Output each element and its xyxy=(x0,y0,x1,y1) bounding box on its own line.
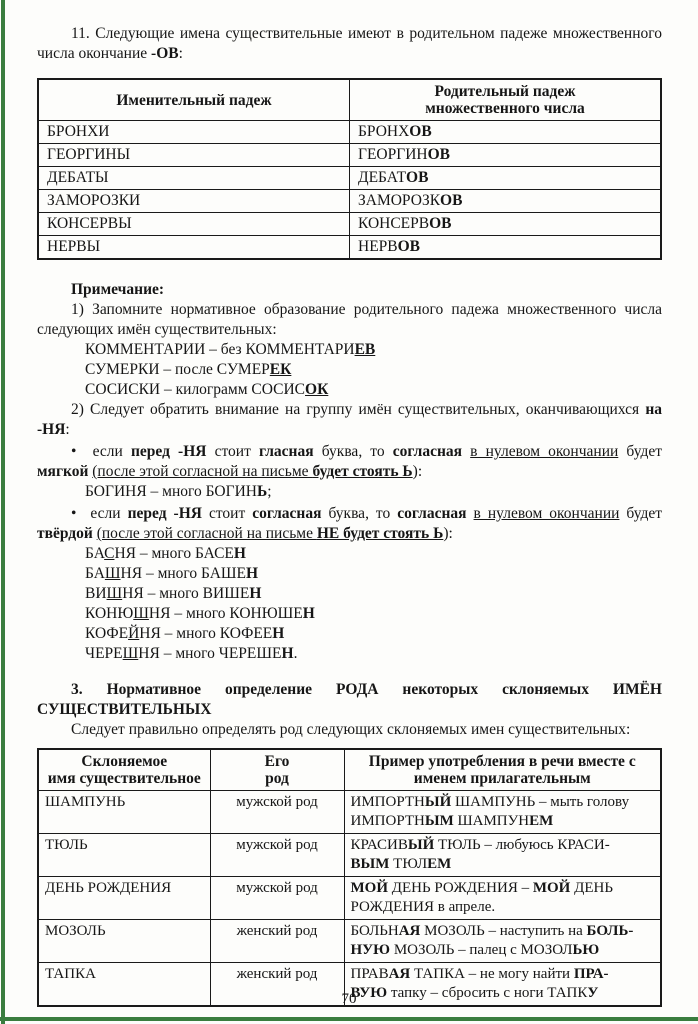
section-3-heading xyxy=(37,680,662,720)
text-run: С xyxy=(104,545,115,562)
table-cell xyxy=(344,877,661,920)
text-run: Ш xyxy=(133,605,149,622)
text-run: стоит xyxy=(206,443,259,460)
text-run: тапку – сбросить с ноги ТАПК xyxy=(387,985,588,1001)
table-cell xyxy=(210,920,344,963)
text-run: ЕВ xyxy=(354,341,376,358)
table-header xyxy=(38,749,661,791)
note-examples-1 xyxy=(85,340,662,400)
text-run: Й xyxy=(128,625,140,642)
text-run: будет xyxy=(618,443,663,460)
text-run: ГЕОРГИНЫ xyxy=(47,146,131,163)
table-row xyxy=(38,877,661,920)
text-run: АЯ xyxy=(388,966,411,982)
text-run: НЕРВ xyxy=(358,238,398,255)
text-run: ОВ xyxy=(406,169,429,186)
example-line xyxy=(85,380,662,400)
text-run: : xyxy=(65,421,70,438)
text-run: ИМПОРТН xyxy=(350,813,425,829)
table-cell xyxy=(344,834,661,877)
text-run: ЬЮ xyxy=(572,942,600,958)
text-run xyxy=(462,443,470,460)
text-run: ДЕБАТ xyxy=(358,169,407,186)
table-cell xyxy=(350,144,662,167)
text-run: • если xyxy=(71,443,131,460)
section-3-paragraph xyxy=(37,720,662,740)
table-cell xyxy=(38,167,350,190)
paragraph-11 xyxy=(37,24,662,64)
table-cell xyxy=(350,236,662,260)
text-run: имя существительное xyxy=(47,770,201,787)
text-run: ДЕНЬ РОЖДЕНИЯ – xyxy=(388,880,533,896)
text-run: 2) Следует обратить внимание на группу имён существительных, оканчивающихся xyxy=(71,401,646,418)
table-cell xyxy=(38,920,210,963)
text-run: перед -НЯ xyxy=(127,505,202,522)
header-declinable-noun xyxy=(38,749,210,791)
page-number: 70 xyxy=(341,991,357,1007)
text-run: ЫЙ xyxy=(407,837,435,853)
text-run: НЯ – много БАСЕ xyxy=(114,545,234,562)
text-run: множественного числа xyxy=(425,100,585,117)
text-run: ЕК xyxy=(269,361,292,378)
table-header xyxy=(38,79,661,121)
text-run: ЗАМОРОЗК xyxy=(358,192,441,209)
table-cell xyxy=(38,144,350,167)
note-item-1 xyxy=(37,300,662,340)
text-run: женский род xyxy=(236,923,318,939)
table-body xyxy=(38,791,661,1007)
text-run: будет стоять Ь xyxy=(312,463,413,480)
text-run: КРАСИВ xyxy=(350,837,408,853)
text-run: гласная xyxy=(258,443,314,460)
text-run: буква, то xyxy=(321,505,398,522)
table-body xyxy=(38,121,661,260)
text-run: ДЕНЬ РОЖДЕНИЯ xyxy=(45,880,172,896)
text-run: ОВ xyxy=(397,238,421,255)
text-run: именем прилагательным xyxy=(413,770,591,787)
text-run: Родительный падеж xyxy=(434,83,576,100)
text-run: БОЛЬ- xyxy=(586,923,634,939)
text-run: МОЗОЛЬ – наступить на xyxy=(420,923,587,939)
example-line xyxy=(85,644,662,664)
text-run: ЕМ xyxy=(529,813,554,829)
example-line xyxy=(85,482,662,502)
header-usage-example xyxy=(344,749,661,791)
text-run: НЯ – много БАШЕ xyxy=(120,565,247,582)
text-run: ПРАВ xyxy=(350,966,389,982)
example-line xyxy=(85,604,662,624)
text-run: • если xyxy=(71,505,128,522)
text-run: ЫЙ xyxy=(424,794,452,810)
text-run: НЕ будет стоять Ь xyxy=(316,525,444,542)
text-run: Ш xyxy=(106,585,123,602)
table-cell xyxy=(210,834,344,877)
text-run: Пример употребления в речи вместе с xyxy=(368,753,636,770)
text-run: ШАМПУНЬ – мыть голову xyxy=(451,794,630,810)
header-genitive-plural xyxy=(350,79,662,121)
text-run: ОВ xyxy=(429,215,452,232)
text-run: РОЖДЕНИЯ в апреле. xyxy=(350,899,496,915)
genitive-plural-table xyxy=(37,78,662,260)
text-run: Следует правильно определять род следующих склоняемых имен существительных: xyxy=(71,721,631,738)
table-cell xyxy=(38,121,350,144)
table-cell xyxy=(38,190,350,213)
scan-edge-bottom xyxy=(0,1017,698,1021)
header-gender xyxy=(210,749,344,791)
text-run: ТЮЛЬ xyxy=(45,837,88,853)
text-run: НЯ – много ВИШЕ xyxy=(122,585,250,602)
text-run: ): xyxy=(412,463,423,480)
text-run: ): xyxy=(443,525,453,542)
text-run: согласная xyxy=(397,505,467,522)
consonant-rule-examples xyxy=(85,544,662,664)
table-row xyxy=(38,236,661,260)
text-run: ВУЮ xyxy=(350,985,388,1001)
bullet-consonant-rule xyxy=(37,504,662,544)
text-run: МОЗОЛЬ – палец с МОЗОЛ xyxy=(390,942,573,958)
text-run: ОВ xyxy=(427,146,450,163)
text-run: согласная xyxy=(252,505,322,522)
example-line xyxy=(85,340,662,360)
table-cell xyxy=(38,877,210,920)
text-run: Его xyxy=(264,753,290,770)
table-cell xyxy=(344,791,661,834)
text-run: мужской род xyxy=(236,794,318,810)
text-run: : xyxy=(178,45,183,62)
header-nominative-case xyxy=(38,79,350,121)
text-run: Н xyxy=(272,625,285,642)
text-run: ЗАМОРОЗКИ xyxy=(47,192,141,209)
text-run: (после этой согласной на письме xyxy=(96,525,317,542)
noun-gender-table xyxy=(37,748,662,1007)
text-run: ТАПКА – не могу найти xyxy=(410,966,574,982)
text-run: 1) Запомните нормативное образование родительного падежа множественного числа следующих имён существительных: xyxy=(37,301,662,338)
text-run: БРОНХИ xyxy=(47,123,110,140)
text-run: НЯ – много КОФЕЕ xyxy=(139,625,273,642)
text-run: Ь xyxy=(256,483,268,500)
text-run: НЕРВЫ xyxy=(47,238,101,255)
text-run: Именительный падеж xyxy=(116,91,272,109)
text-run: СУМЕРКИ – после СУМЕР xyxy=(85,361,270,378)
table-row xyxy=(38,791,661,834)
text-run: Н xyxy=(281,645,294,662)
text-run: род xyxy=(265,770,289,787)
table-cell xyxy=(38,834,210,877)
text-run: АЯ xyxy=(398,923,421,939)
table-cell xyxy=(38,236,350,260)
table-row xyxy=(38,834,661,877)
text-run: . xyxy=(293,645,298,662)
example-line xyxy=(85,584,662,604)
text-run: ШАМПУН xyxy=(453,813,530,829)
text-run: Ш xyxy=(122,645,139,662)
text-run: БОГИНЯ – много БОГИН xyxy=(85,483,257,500)
table-header-row xyxy=(38,79,661,121)
text-run: мягкой xyxy=(37,463,89,480)
text-run: Н xyxy=(246,565,259,582)
text-run: БА xyxy=(85,565,105,582)
table-cell xyxy=(350,190,662,213)
text-run: согласная xyxy=(392,443,463,460)
text-run: перед -НЯ xyxy=(130,443,207,460)
note-item-2 xyxy=(37,400,662,440)
table-cell xyxy=(350,213,662,236)
table-cell xyxy=(344,920,661,963)
text-run: будет xyxy=(619,505,663,522)
text-run: в нулевом окончании xyxy=(470,443,619,460)
text-run: СОСИСКИ – килограмм СОСИС xyxy=(85,381,306,398)
text-run: МОЙ xyxy=(350,880,388,896)
text-run: Н xyxy=(302,605,315,622)
page-content xyxy=(37,24,662,1007)
text-run: МОЙ xyxy=(532,880,571,896)
table-row xyxy=(38,167,661,190)
table-cell xyxy=(38,213,350,236)
text-run: ОВ xyxy=(409,123,432,140)
text-run: НУЮ xyxy=(350,942,391,958)
text-run: ВИ xyxy=(85,585,107,602)
text-run: ДЕБАТЫ xyxy=(47,169,109,186)
bullet-vowel-rule xyxy=(37,442,662,482)
text-run: КОНСЕРВЫ xyxy=(47,215,132,232)
vowel-rule-examples xyxy=(85,482,662,502)
text-run: ТАПКА xyxy=(45,966,96,982)
text-run: ВЫМ xyxy=(350,856,390,872)
table-row xyxy=(38,920,661,963)
text-run: КОНЮ xyxy=(85,605,134,622)
text-run: ПРА- xyxy=(573,966,609,982)
text-run: Ш xyxy=(104,565,121,582)
text-run: в нулевом окончании xyxy=(473,505,620,522)
text-run: ОВ xyxy=(440,192,463,209)
table-cell xyxy=(210,791,344,834)
text-run: У xyxy=(587,985,599,1001)
text-run: ДЕНЬ xyxy=(570,880,613,896)
example-line xyxy=(85,564,662,584)
text-run: БОЛЬН xyxy=(350,923,399,939)
text-run: НЯ – много ЧЕРЕШЕ xyxy=(138,645,282,662)
text-run: женский род xyxy=(236,966,318,982)
text-run: буква, то xyxy=(313,443,393,460)
table-row xyxy=(38,190,661,213)
table-cell xyxy=(350,167,662,190)
text-run: (после этой согласной на письме xyxy=(92,463,313,480)
text-run: ОК xyxy=(305,381,329,398)
note-title xyxy=(37,280,662,300)
table-row xyxy=(38,121,661,144)
table-row xyxy=(38,144,661,167)
text-run: твёрдой xyxy=(37,525,93,542)
text-run: Примечание: xyxy=(71,281,165,298)
text-run xyxy=(467,505,474,522)
text-run: ЕМ xyxy=(427,856,452,872)
text-run: ГЕОРГИН xyxy=(358,146,428,163)
text-run: 3. Нормативное определение РОДА некоторых склоняемых ИМЁН СУЩЕСТВИТЕЛЬНЫХ xyxy=(37,681,662,718)
text-run: КОФЕ xyxy=(85,625,129,642)
example-line xyxy=(85,624,662,644)
table-cell xyxy=(38,791,210,834)
text-run: 11. Следующие имена существительные имеют в родительном падеже множественного числа окончание xyxy=(37,25,662,62)
text-run: Н xyxy=(233,545,246,562)
text-run: НЯ – много КОНЮШЕ xyxy=(148,605,303,622)
example-line xyxy=(85,360,662,380)
table-cell xyxy=(210,877,344,920)
text-run: -ОВ xyxy=(151,45,179,62)
text-run: ЫМ xyxy=(424,813,454,829)
text-run: КОНСЕРВ xyxy=(358,215,430,232)
text-run: КОММЕНТАРИИ – без КОММЕНТАРИ xyxy=(85,341,355,358)
text-run: ЧЕРЕ xyxy=(85,645,123,662)
table-cell xyxy=(350,121,662,144)
text-run: мужской род xyxy=(236,880,318,896)
scan-edge-left xyxy=(1,0,5,1024)
text-run: БА xyxy=(85,545,105,562)
text-run: Н xyxy=(249,585,262,602)
text-run: ШАМПУНЬ xyxy=(45,794,126,810)
text-run: ТЮЛЬ – любуюсь КРАСИ- xyxy=(434,837,610,853)
text-run: ИМПОРТН xyxy=(350,794,425,810)
text-run: на -НЯ xyxy=(37,401,662,438)
text-run: Склоняемое xyxy=(81,753,168,770)
table-row xyxy=(38,213,661,236)
table-header-row xyxy=(38,749,661,791)
text-run: ; xyxy=(267,483,272,500)
text-run: МОЗОЛЬ xyxy=(45,923,106,939)
text-run: мужской род xyxy=(236,837,318,853)
text-run: стоит xyxy=(201,505,253,522)
text-run: ТЮЛ xyxy=(389,856,428,872)
text-run: БРОНХ xyxy=(358,123,410,140)
example-line xyxy=(85,544,662,564)
